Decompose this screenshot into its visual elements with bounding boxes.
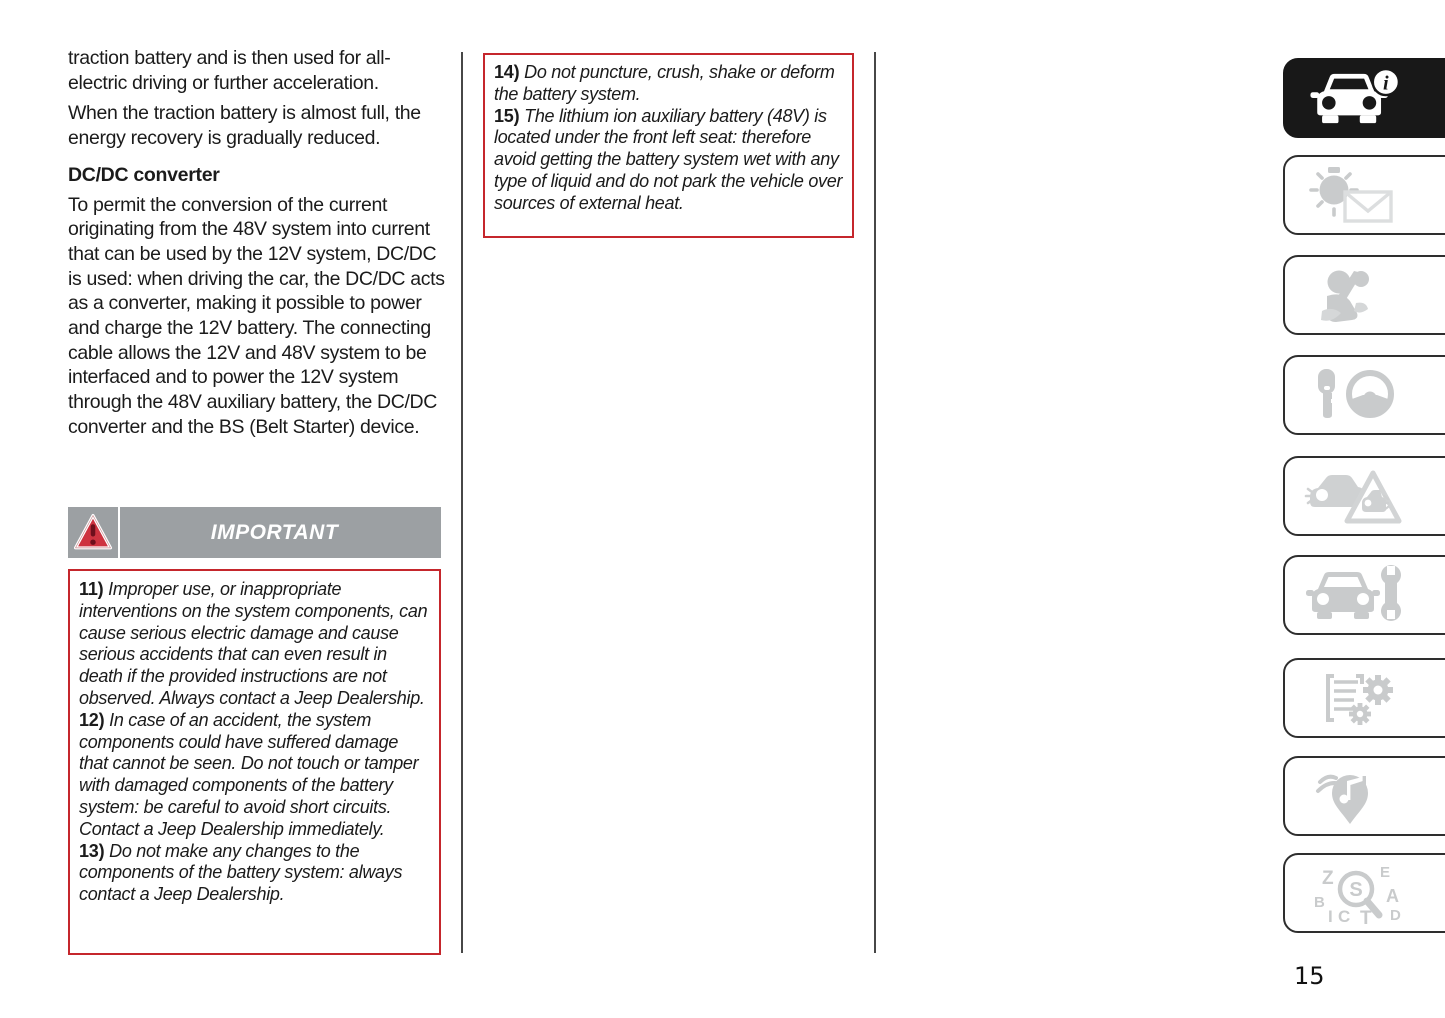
- accident-warning-triangle-icon: [1298, 465, 1408, 527]
- warning-item-11: [79, 579, 431, 710]
- svg-text:D: D: [1390, 907, 1401, 924]
- warning-item-14: [494, 62, 844, 106]
- sidebar-tab-starting-and-driving[interactable]: [1283, 355, 1445, 435]
- svg-text:Z: Z: [1322, 868, 1334, 889]
- warning-item-text: In case of an accident, the system components could have suffered damage that cannot be seen. Do not touch or tamper with damaged components of the battery system: be careful to avoid short circuits. Contact a Jeep Dealership immediately.: [79, 709, 419, 839]
- svg-text:i: i: [1383, 72, 1389, 95]
- warning-item-13: [79, 841, 431, 906]
- car-wrench-icon: [1298, 565, 1408, 625]
- warning-item-text: Do not make any changes to the components of the battery system: always contact a Jeep Dealership.: [79, 840, 403, 905]
- sidebar-tab-index[interactable]: [1283, 853, 1445, 933]
- warning-item-text: Improper use, or inappropriate interventions on the system components, can cause serious electric damage and cause serious accidents that can even result in death if the provided instructions are not observed. Always contact a Jeep Dealership.: [79, 579, 428, 708]
- car-info-icon: [1298, 69, 1408, 127]
- multimedia-navigation-icon: [1298, 766, 1408, 826]
- specifications-gears-icon: [1298, 668, 1408, 728]
- paragraph-dcdc-converter: To permit the conversion of the current originating from the 48V system into current that can be used by the 12V system, DC/DC is used: when driving the car, the DC/DC acts as a converter, making it possible to power and charge the 12V battery. The connecting cable allows the 12V and 48V system to be interfaced and to power the 12V system through the 48V auxiliary battery, the DC/DC converter and the BS (Belt Starter) device.: [68, 193, 445, 438]
- svg-text:E: E: [1380, 864, 1391, 881]
- left-text-column: [68, 46, 448, 446]
- column-divider-1: [461, 52, 463, 953]
- page-number: 15: [1294, 962, 1325, 990]
- warning-item-number: 15): [494, 105, 520, 126]
- paragraph-energy-recovery-1: traction battery and is then used for all-electric driving or further acceleration.: [68, 47, 391, 94]
- warning-item-text: The lithium ion auxiliary battery (48V) is located under the front left seat: therefore avoid getting the battery system wet with any type of liquid and do not park the vehicle over sources of external heat.: [494, 105, 843, 213]
- warning-light-message-icon: [1298, 165, 1408, 225]
- svg-text:S: S: [1349, 879, 1363, 901]
- index-search-icon: [1298, 862, 1408, 924]
- sidebar-tab-warning-lights-and-messages[interactable]: [1283, 155, 1445, 235]
- svg-text:C: C: [1338, 907, 1351, 924]
- warning-item-number: 14): [494, 62, 520, 82]
- paragraph-energy-recovery-2: When the traction battery is almost full, the energy recovery is gradually reduced.: [68, 102, 421, 150]
- important-banner-label: IMPORTANT: [210, 520, 339, 544]
- sidebar-tab-in-an-emergency[interactable]: [1283, 456, 1445, 536]
- sidebar-tab-technical-specifications[interactable]: [1283, 658, 1445, 738]
- warning-item-number: 13): [79, 840, 105, 861]
- warning-box-items-14-15: [483, 53, 854, 238]
- svg-text:A: A: [1386, 886, 1399, 906]
- section-heading-dcdc: DC/DC converter: [68, 163, 220, 186]
- sidebar-tab-servicing-and-care[interactable]: [1283, 555, 1445, 635]
- warning-item-number: 11): [79, 579, 104, 599]
- warning-item-15: [494, 106, 844, 215]
- svg-text:B: B: [1314, 894, 1325, 911]
- important-banner: [68, 507, 441, 558]
- svg-text:T: T: [1360, 908, 1372, 924]
- airbag-safety-icon: [1298, 265, 1408, 325]
- key-steering-wheel-icon: [1298, 365, 1408, 425]
- warning-item-text: Do not puncture, crush, shake or deform the battery system.: [494, 62, 835, 104]
- sidebar-tab-safety[interactable]: [1283, 255, 1445, 335]
- warning-box-items-11-13: [68, 569, 441, 955]
- svg-text:I: I: [1328, 907, 1333, 924]
- sidebar-tab-multimedia[interactable]: [1283, 756, 1445, 836]
- column-divider-2: [874, 52, 876, 953]
- sidebar-tab-knowing-your-vehicle[interactable]: [1283, 58, 1445, 138]
- warning-item-number: 12): [79, 709, 105, 730]
- warning-item-12: [79, 710, 431, 841]
